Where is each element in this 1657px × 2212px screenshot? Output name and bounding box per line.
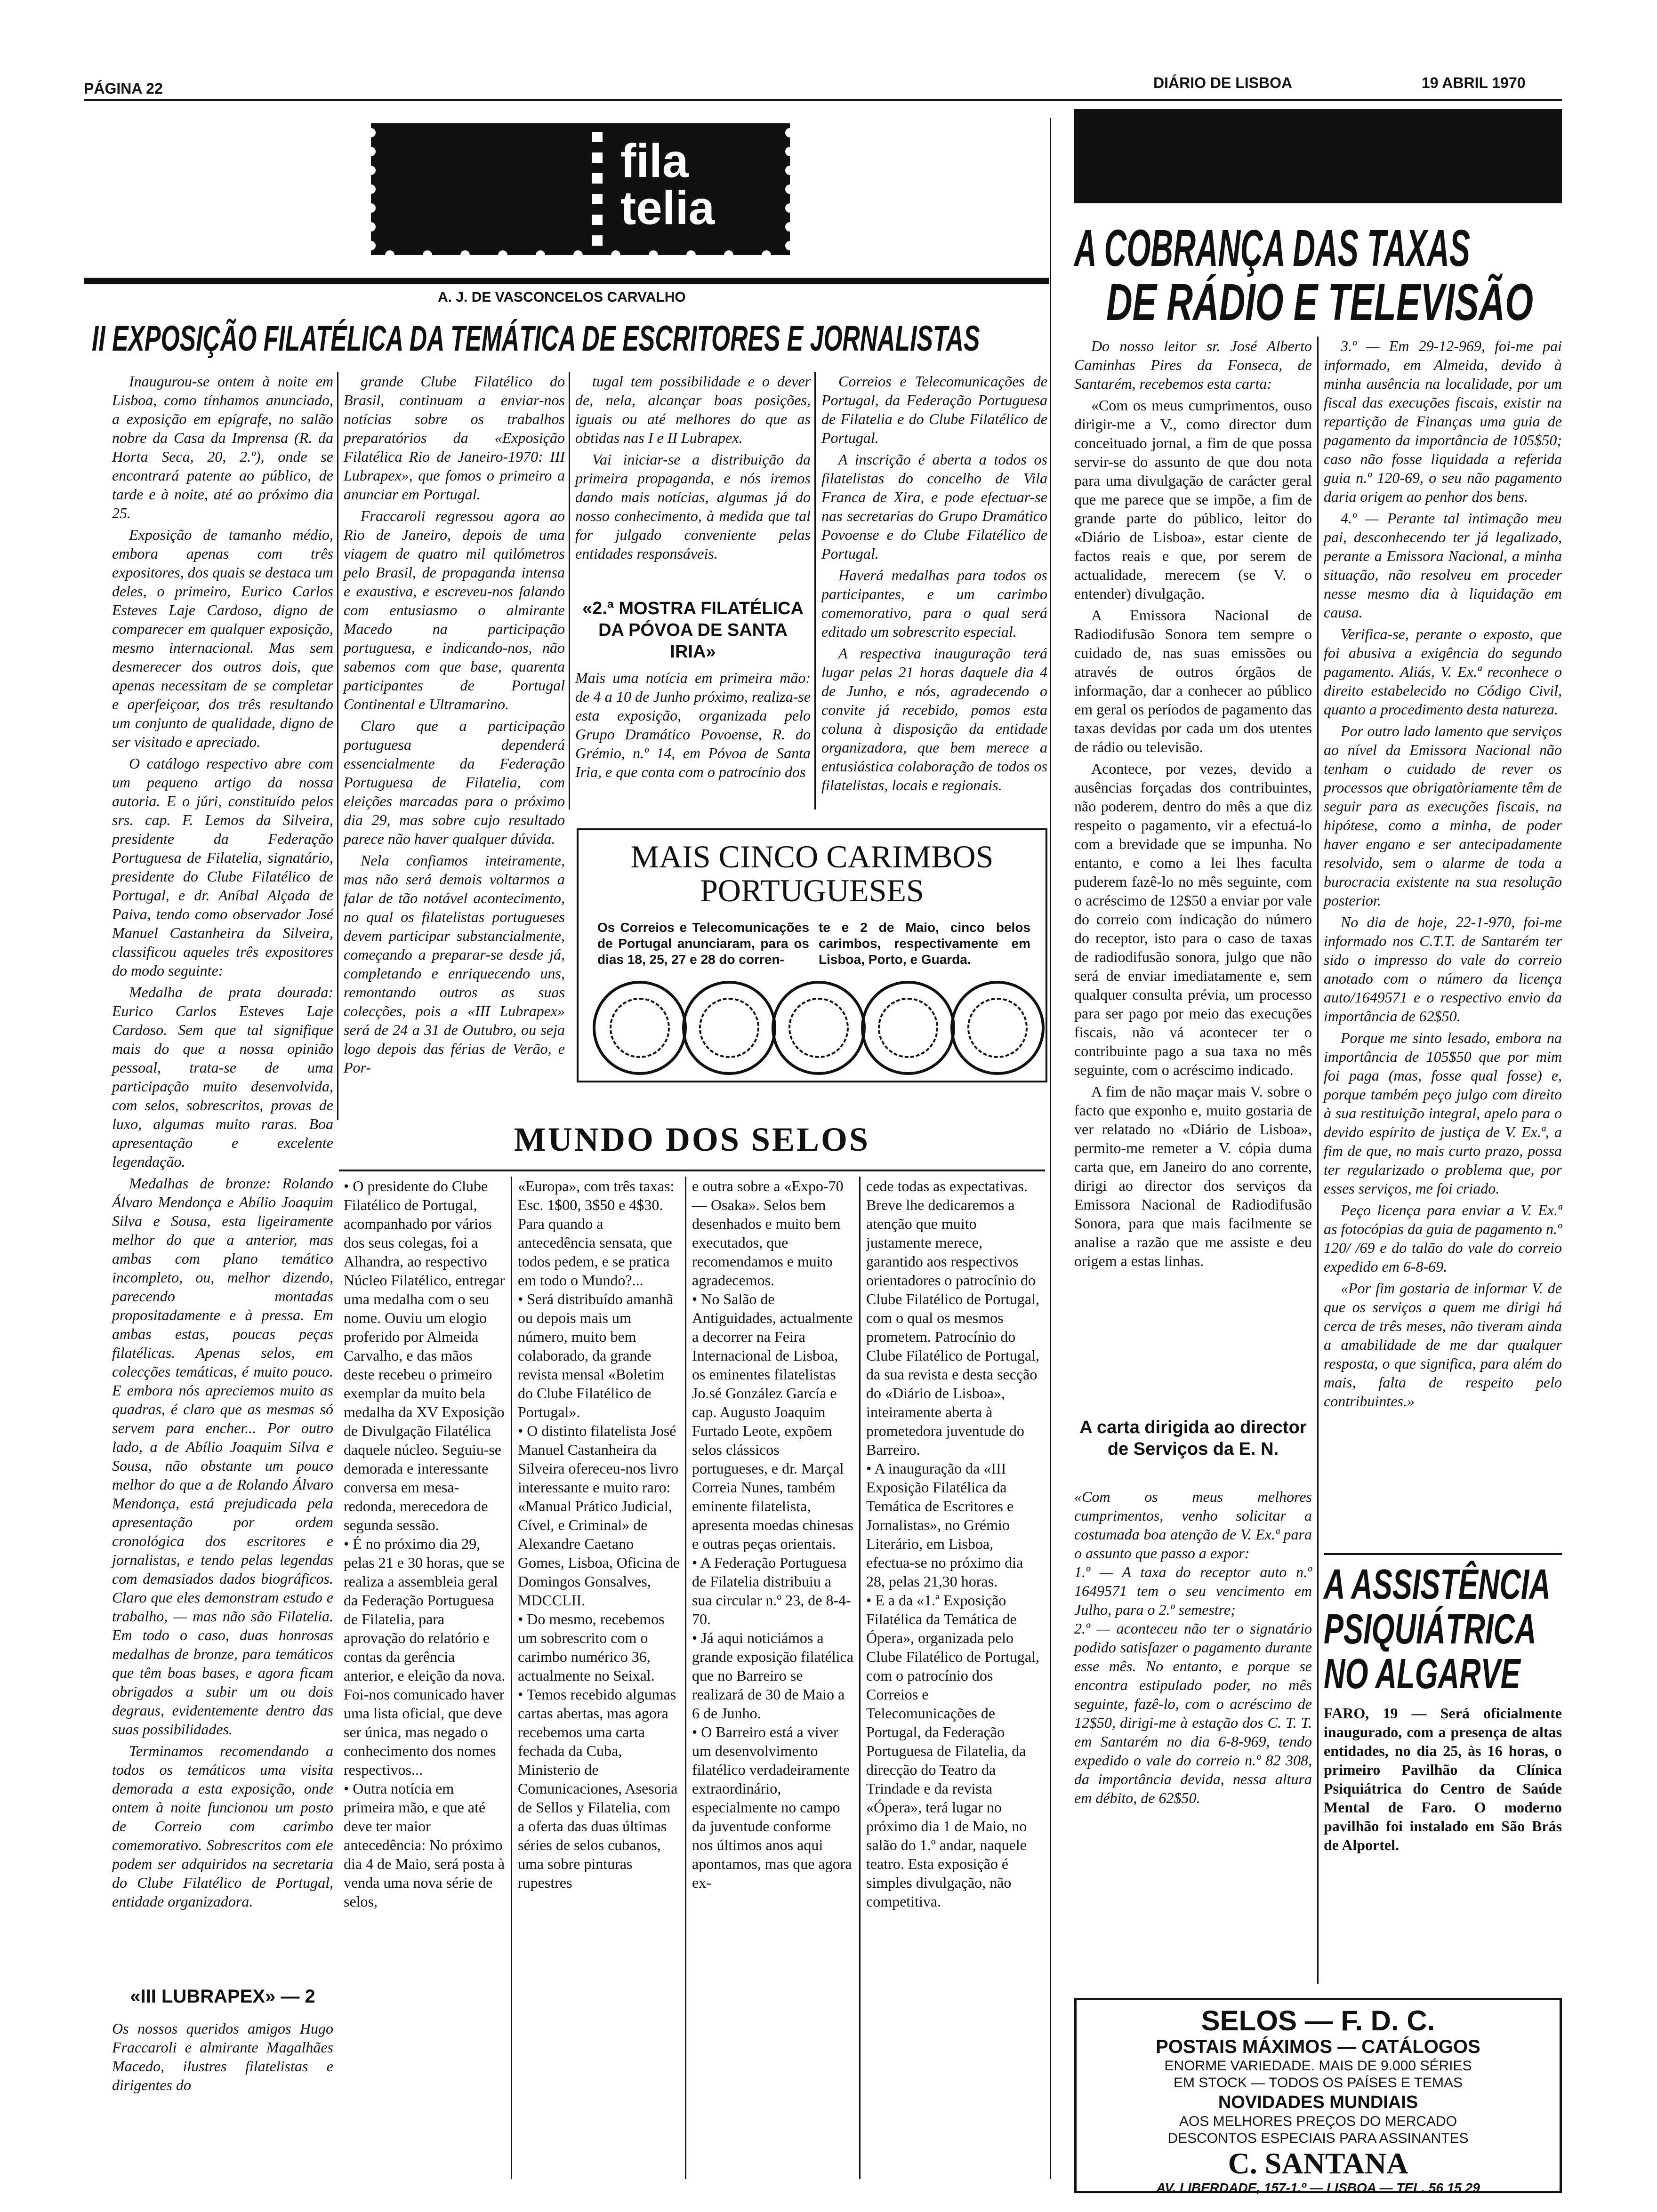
- ad-subtitle: POSTAIS MÁXIMOS — CATÁLOGOS: [1156, 2036, 1480, 2057]
- paragraph: A inscrição é aberta a todos os filatelistas do concelho de Vila Franca de Xira, e pode efectuar-se nas secretarias do Grupo Dramático Povoense e do Clube Filatélico de Portugal.: [821, 451, 1047, 562]
- paragraph: Porque me sinto lesado, embora na importância de 105$50 que por mim foi paga (mas, fosse qual fosse) e, porque também peço julgo com direito à sua restituição integral, apelo para o devido espírito de justiça de V. Ex.ª, a fim de que, no mais curto prazo, possa ter regularizado o problema que, por esses serviços, me foi criado.: [1324, 1029, 1562, 1197]
- column-divider: [859, 1177, 861, 2179]
- paragraph: A respectiva inauguração terá lugar pelas 21 horas daquele dia 4 de Junho, e nós, agradecendo o convite já recebido, pomos esta coluna à disposição da entidade organizadora, que bem merece a entusiástica colaboração de todos os filatelistas, locais e regionais.: [821, 645, 1047, 793]
- stamp-perforation-icon: [371, 123, 790, 255]
- paragraph: Nela confiamos inteiramente, mas não será demais voltarmos a falar de tão notável acontecimento, no qual os filatelistas portugueses devem participar substancialmente, começando a preparar-se desde já, completando e enriquecendo uns, remontando outros as suas colecções, pois a «III Lubrapex» será de 24 a 31 de Outubro, ou seja logo depois das férias de Verão, e Por-: [344, 852, 565, 1076]
- main-headline: II EXPOSIÇÃO FILATÉLICA DA TEMÁTICA DE ESCRITORES E JORNALISTAS: [92, 319, 980, 359]
- paragraph: Medalhas de bronze: Rolando Álvaro Mendonça e Abílio Joaquim Silva e Sousa, esta ligeiramente melhor do que a anterior, mas ambas com plano temático incompleto, ou, melhor dizendo, parecendo montadas propositadamente e à pressa. Em ambas estas, poucas peças filatélicas. Apenas selos, em colecções temáticas, é muito pouco. E embora nós apreciemos muito as quadras, é claro que as mesmas só servem para encher... Por outro lado, a de Abílio Joaquim Silva e Sousa, não obstante um pouco melhor do que a de Rolando Álvaro Mendonça, está prejudicada pela apresentação por ordem cronológica dos escritores e jornalistas, e tendo pelas legendas com demasiados dados biográficos. Claro que eles demonstram estudo e trabalho, — mas não são Filatelia. Em todo o caso, duas honrosas medalhas de bronze, para temáticos que têm boas bases, e agora ficam obrigados a subir um ou dois degraus, evidentemente dentro das suas possibilidades.: [112, 1175, 333, 1738]
- paragraph: Acontece, por vezes, devido a ausências forçadas dos contribuintes, não poderem, dentro do mês a que diz respeito o pagamento, vir a efectuá-lo com a brevidade que se impunha. No entanto, e como a lei lhes faculta puderem fazê-lo no mês seguinte, com o acréscimo de 12$50 a enviar por vale do correio com indicação do número do receptor, isto para o caso de taxas de radiodifusão sonora, julgo que não será de enviar imediatamente e, sem qualquer consulta prévia, um processo para ser pago por meio das execuções fiscais, não vá acontecer ter o contribuinte pago a sua taxa no mês seguinte, com o acréscimo indicado.: [1074, 760, 1312, 1078]
- mundo-column-4: cede todas as expectativas. Breve lhe dedicaremos a atenção que muito justamente merece, garantido aos respectivos orientadores o patrocínio do Clube Filatélico de Portugal, com o qual os mesmos prometem. Patrocínio do Clube Filatélico de Portugal, da sua revista e desta secção do «Diário de Lisboa», inteiramente aberta à prometedora juventude do Barreiro. • A inauguração da «III Exposição Filatélica da Temática de Escritores e Jornalistas», no Grémio Literário, em Lisboa, efectua-se no próximo dia 28, pelas 21,30 horas. • E a da «1.ª Exposição Filatélica da Temática de Ópera», organizada pelo Clube Filatélico de Portugal, com o patrocínio dos Correios e Telecomunicações de Portugal, da Federação Portuguesa de Filatelia, da direcção do Teatro da Trindade e da revista «Ópera», terá lugar no próximo dia 1 de Maio, no salão do 1.º andar, naquele teatro. Esta exposição é simples divulgação, não competitiva.: [866, 1178, 1039, 1910]
- logo-word-telia: telia: [620, 182, 715, 234]
- ad-line-5: DESCONTOS ESPECIAIS PARA ASSINANTES: [1167, 2131, 1469, 2146]
- postmark-icon: [682, 981, 776, 1075]
- paragraph: Por outro lado lamento que serviços ao nível da Emissora Nacional não tenham o cuidado de rever os processos que obrigatòriamente têm de seguir para as execuções fiscais, na hipótese, como a minha, de poder haver engano e ser antecipadamente resolvido, sem o alarme de toda a burocracia existente na sua resolução posterior.: [1324, 722, 1562, 909]
- article-column-3: [575, 372, 811, 593]
- paragraph: Inaugurou-se ontem à noite em Lisboa, como tínhamos anunciado, a exposição em epígrafe, no salão nobre da Casa da Imprensa (R. da Horta Seca, 20, 2.º), onde se encontrará patente ao público, de tarde e à noite, até ao próximo dia 25.: [112, 373, 333, 521]
- paragraph: 4.º — Perante tal intimação meu pai, desconhecendo ter já legalizado, perante a Emissora Nacional, a minha situação, não resolveu em proceder nesse mesmo dia à liquidação em causa.: [1324, 510, 1562, 621]
- paragraph: Claro que a participação portuguesa dependerá essencialmente da Federação Portuguesa de Filatelia, com eleições marcadas para o próximo dia 29, mas sobre cujo resultado parece não haver qualquer dúvida.: [344, 717, 565, 847]
- paragraph: O catálogo respectivo abre com um pequeno artigo da nossa autoria. E o júri, constituído pelos srs. cap. F. Lemos da Silveira, presidente da Federação Portuguesa de Filatelia, signatário, presidente do Clube Filatélico de Portugal, e dr. Aníbal Alçada de Paiva, tendo como observador José Manuel Castanheira da Silveira, classificou aqueles três expositores do modo seguinte:: [112, 755, 333, 979]
- column-divider: [337, 372, 338, 1120]
- lubrapex-heading: «III LUBRAPEX» — 2: [130, 1986, 315, 2007]
- column-divider: [685, 1177, 686, 2179]
- issue-date: 19 ABRIL 1970: [1422, 74, 1526, 91]
- paragraph: «Com os meus cumprimentos, ouso dirigir-me a V., como director dum conceituado jornal, a fim de que possa servir-se do assunto de que dou nota para uma divulgação de carácter geral que me parece que se impõe, a fim de grande parte do público, leitor do «Diário de Lisboa», estar ciente de factos reais e que, por serem de actualidade, merecem (se V. o entender) divulgação.: [1074, 397, 1312, 602]
- paragraph: Vai iniciar-se a distribuição da primeira propaganda, e nós iremos dando mais notícias, algumas já do nosso conhecimento, à medida que tal for julgado conveniente pelas entidades responsáveis.: [575, 451, 811, 562]
- page-number: PÁGINA 22: [84, 80, 163, 97]
- carimbos-text-right: te e 2 de Maio, cinco belos carimbos, respectivamente em Lisboa, Porto, e Guarda.: [819, 920, 1030, 967]
- assist-headline-3: NO ALGARVE: [1324, 1651, 1520, 1698]
- newspaper-name: DIÁRIO DE LISBOA: [1153, 74, 1293, 91]
- paragraph: Terminamos recomendando a todos os temáticos uma visita demorada a esta exposição, onde ontem à noite funcionou um posto de Correio com carimbo comemorativo. Sobrescritos com ele podem ser adquiridos na secretaria do Clube Filatélico de Portugal, entidade organizadora.: [112, 1742, 333, 1910]
- paragraph: Exposição de tamanho médio, embora apenas com três expositores, dos quais se destaca um deles, o primeiro, Eurico Carlos Esteves Laje Cardoso, digno de comparecer em qualquer exposição, mesmo internacional. Mas sem desmerecer dos outros dois, que apenas necessitam de se completar e aperfeiçoar, dos três resultando um conjunto de qualidade, digno de ser visitado e apreciado.: [112, 526, 333, 750]
- logo-word-fila: fila: [620, 135, 689, 187]
- filatelia-logo: [371, 123, 790, 255]
- mundo-column-1: • O presidente do Clube Filatélico de Portugal, acompanhado por vários dos seus colegas, foi a Alhandra, ao respectivo Núcleo Filatélico, entregar uma medalha com o seu nome. Ouviu um elogio proferido por Almeida Carvalho, e das mãos deste recebeu o primeiro exemplar da muito bela medalha da XV Exposição de Divulgação Filatélica daquele núcleo. Seguiu-se demorada e interessante conversa em mesa-redonda, merecedora de segunda sessão. • É no próximo dia 29, pelas 21 e 30 horas, que se realiza a assembleia geral da Federação Portuguesa de Filatelia, para aprovação do relatório e contas da gerência anterior, e eleição da nova. Foi-nos comunicado haver uma lista oficial, que deve ser única, mas negado o conhecimento dos nomes respectivos... • Outra notícia em primeira mão, e que até deve ter maior antecedência: No próximo dia 4 de Maio, será posta à venda uma nova série de selos,: [344, 1178, 506, 1910]
- column-divider: [814, 372, 816, 809]
- ad-line-4: AOS MELHORES PREÇOS DO MERCADO: [1179, 2114, 1457, 2129]
- right-headline-2: DE RÁDIO E TELEVISÃO: [1106, 273, 1534, 331]
- right-column-2: [1324, 337, 1562, 1532]
- column-divider: [569, 372, 570, 809]
- paragraph: No dia de hoje, 22-1-970, foi-me informado nos C.T.T. de Santarém ter sido o impresso do vale do correio anotado com o número da licença auto/1649571 e o respectivo envio da importância de 62$50.: [1324, 914, 1562, 1025]
- paragraph: A fim de não maçar mais V. sobre o facto que exponho e, muito gostaria de ver relatado no «Diário de Lisboa», permito-me remeter a V. cópia duma carta que, em Janeiro do ano corrente, dirigi ao director dos serviços da Emissora Nacional de Radiodifusão Sonora, para que mais facilmente se analise a razão que me assiste e deu origem a estas linhas.: [1074, 1083, 1312, 1269]
- ad-line-3: NOVIDADES MUNDIAIS: [1218, 2092, 1418, 2112]
- column-divider: [511, 1177, 512, 2179]
- paragraph: Do nosso leitor sr. José Alberto Caminhas Pires da Fonseca, de Santarém, recebemos esta carta:: [1074, 337, 1312, 392]
- povoa-text: Mais uma notícia em primeira mão: de 4 a 10 de Junho próximo, realiza-se esta exposição, organizada pelo Grupo Dramático Povoense, R. do Grémio, n.º 14, em Póvoa de Santa Iria, e que conta com o patrocínio dos: [575, 669, 811, 780]
- column-divider: [1050, 118, 1051, 2179]
- section-rule: [84, 278, 1049, 284]
- paragraph: A Emissora Nacional de Radiodifusão Sonora tem sempre o cuidado de, nas suas emissões ou através de outros órgãos de informação, dar a conhecer ao público em geral os períodos de pagamento das taxas devidas por cada um dos utentes de rádio ou televisão.: [1074, 607, 1312, 755]
- byline: A. J. DE VASCONCELOS CARVALHO: [438, 289, 686, 305]
- paragraph: tugal tem possibilidade e o dever de, nela, alcançar boas posições, iguais ou até melhores do que as obtidas nas I e II Lubrapex.: [575, 373, 811, 446]
- right-headline-1: A COBRANÇA DAS TAXAS: [1074, 219, 1470, 277]
- postmark-icon: [950, 981, 1045, 1075]
- ad-line-2: EM STOCK — TODOS OS PAÍSES E TEMAS: [1173, 2075, 1463, 2091]
- paragraph: Peço licença para enviar a V. Ex.ª as fotocópias da guia de pagamento n.º 120/ /69 e do talão do vale do correio expedido em 6-8-69.: [1324, 1202, 1562, 1275]
- right-header-banner: [1074, 109, 1562, 203]
- article-column-4: [821, 372, 1047, 809]
- assist-headline-2: PSIQUIÁTRICA: [1324, 1606, 1536, 1653]
- ad-title: SELOS — F. D. C.: [1201, 2005, 1435, 2036]
- carimbos-title: MAIS CINCO CARIMBOS: [630, 839, 994, 874]
- assist-headline-1: A ASSISTÊNCIA: [1324, 1561, 1551, 1608]
- header-rule: [84, 99, 1562, 101]
- carimbos-title-2: PORTUGUESES: [700, 873, 924, 908]
- ad-name: C. SANTANA: [1228, 2147, 1408, 2180]
- paragraph: grande Clube Filatélico do Brasil, continuam a enviar-nos notícias sobre os trabalhos preparatórios da «Exposição Filatélica Rio de Janeiro-1970: III Lubrapex», que fomos o primeiro a anunciar em Portugal.: [344, 373, 565, 503]
- ad-line-1: ENORME VARIEDADE. MAIS DE 9.000 SÉRIES: [1164, 2058, 1472, 2074]
- carta-heading: A carta dirigida ao director de Serviços da E. N.: [1079, 1418, 1307, 1459]
- ad-address: AV. LIBERDADE, 157-1.º — LISBOA — TEL. 56 15 29: [1156, 2180, 1480, 2195]
- lubrapex-intro: Os nossos queridos amigos Hugo Fraccaroli e almirante Magalhães Macedo, ilustres filatelistas e dirigentes do: [112, 2020, 333, 2093]
- right-column-1: [1074, 337, 1312, 1269]
- mundo-rule: [339, 1170, 1045, 1171]
- santana-advertisement: [1074, 1998, 1562, 2193]
- carimbos-text-left: Os Correios e Telecomunicações de Portugal anunciaram, para os dias 18, 25, 27 e 28 do corren-: [597, 920, 809, 967]
- paragraph: Fraccaroli regressou agora ao Rio de Janeiro, depois de uma viagem de quatro mil quilómetros pelo Brasil, de propaganda intensa e exaustiva, e escreveu-nos falando com entusiasmo o almirante Macedo na participação portuguesa, e indicando-nos, não sabemos com que base, quarenta participantes de Portugal Continental e Ultramarino.: [344, 507, 565, 713]
- paragraph: 3.º — Em 29-12-969, foi-me pai informado, em Almeida, devido à minha ausência na localidade, por um fiscal das execuções fiscais, existir na repartição de Finanças uma guia de pagamento da importância de 105$50; caso não fosse liquidada a referida guia n.º 120-69, o seu não pagamento daria origem ao penhor dos bens.: [1324, 337, 1562, 505]
- mundo-column-3: e outra sobre a «Expo-70 — Osaka». Selos bem desenhados e muito bem executados, que recomendamos e muito agradecemos. • No Salão de Antiguidades, actualmente a decorrer na Feira Internacional de Lisboa, os eminentes filatelistas Jo.sé González García e cap. Augusto Joaquim Furtado Leote, expõem selos clássicos portugueses, e dr. Marçal Correia Nunes, também eminente filatelista, apresenta moedas chinesas e outras peças orientais. • A Federação Portuguesa de Filatelia distribuiu a sua circular n.º 23, de 8-4-70. • Já aqui noticiámos a grande exposição filatélica que no Barreiro se realizará de 30 de Maio a 6 de Junho. • O Barreiro está a viver um desenvolvimento filatélico verdadeiramente extraordinário, especialmente no campo da juventude conforme nos últimos anos aqui apontamos, mas que agora ex-: [692, 1178, 853, 1891]
- article-column-2: [344, 372, 565, 1120]
- povoa-heading: «2.ª MOSTRA FILATÉLICA DA PÓVOA DE SANTA IRIA»: [582, 599, 804, 662]
- assist-text: FARO, 19 — Será oficialmente inaugurado, com a presença de altas entidades, no dia 25, às 16 horas, o primeiro Pavilhão da Clínica Psiquiátrica do Centro de Saúde Mental de Faro. O moderno pavilhão foi instalado em São Brás de Alportel.: [1324, 1705, 1562, 1853]
- postmark-icon: [861, 981, 955, 1075]
- postmark-icon: [772, 981, 866, 1075]
- paragraph: Haverá medalhas para todos os participantes, e um carimbo comemorativo, para o qual será editado um sobrescrito especial.: [821, 567, 1047, 640]
- mundo-title: MUNDO DOS SELOS: [514, 1121, 870, 1158]
- paragraph: Verifica-se, perante o exposto, que foi abusiva a exigência do segundo pagamento. Aliás, V. Ex.ª reconhece o direito estabelecido no Código Civil, quanto a procedimento desta natureza.: [1324, 625, 1562, 718]
- column-divider: [1317, 337, 1319, 1984]
- carta-text: «Com os meus melhores cumprimentos, venho solicitar a costumada boa atenção de V. Ex.ª para o assunto que passo a expor: 1.º — A taxa do receptor auto n.º 1649571 tem o seu vencimento em Julho, para o 2.º semestre; 2.º — aconteceu não ter o signatário podido satisfazer o pagamento durante esse mês. No entanto, e porque se encontra estipulado poder, no mês seguinte, fazê-lo, com o acréscimo de 12$50, dirigi-me à estação dos C. T. T. em Santarém no dia 6-8-969, tendo expedido o vale do correio n.º 82 308, da importância devida, nessa altura em débito, de 62$50.: [1074, 1488, 1312, 1806]
- article-column-1: [112, 372, 333, 1963]
- paragraph: Medalha de prata dourada: Eurico Carlos Esteves Laje Cardoso. Sem que tal signifique mais do que a nossa opinião pessoal, trata-se de uma participação muito desenvolvida, com selos, sobrescritos, provas de luxo, algumas muito raras. Boa apresentação e excelente legendação.: [112, 984, 333, 1170]
- assist-rule: [1324, 1553, 1562, 1555]
- mundo-column-2: «Europa», com três taxas: Esc. 1$00, 3$50 e 4$30. Para quando a antecedência sensata, que todos pedem, e se pratica em todo o Mundo?... • Será distribuído amanhã ou depois mais um número, muito bem colaborado, da grande revista mensal «Boletim do Clube Filatélico de Portugal». • O distinto filatelista José Manuel Castanheira da Silveira ofereceu-nos livro interessante e muito raro: «Manual Prático Judicial, Cível, e Criminal» de Alexandre Caetano Gomes, Lisboa, Oficina de Domingos Gonsalves, MDCCLII. • Do mesmo, recebemos um sobrescrito com o carimbo numérico 36, actualmente no Seixal. • Temos recebido algumas cartas abertas, mas agora recebemos uma carta fechada da Cuba, Ministerio de Comunicaciones, Asesoria de Sellos y Filatelia, com a oferta das duas últimas séries de selos cubanos, uma sobre pinturas rupestres: [518, 1178, 680, 1891]
- paragraph: Correios e Telecomunicações de Portugal, da Federação Portuguesa de Filatelia e do Clube Filatélico de Portugal.: [821, 373, 1047, 446]
- paragraph: «Por fim gostaria de informar V. de que os serviços a quem me dirigi há cerca de três meses, não tiveram ainda a amabilidade de me dar qualquer resposta, o que significa, para além do mais, falta de respeito pelo contribuintes.»: [1324, 1280, 1562, 1410]
- carimbos-box: [577, 828, 1047, 1082]
- postmark-icon: [593, 981, 687, 1075]
